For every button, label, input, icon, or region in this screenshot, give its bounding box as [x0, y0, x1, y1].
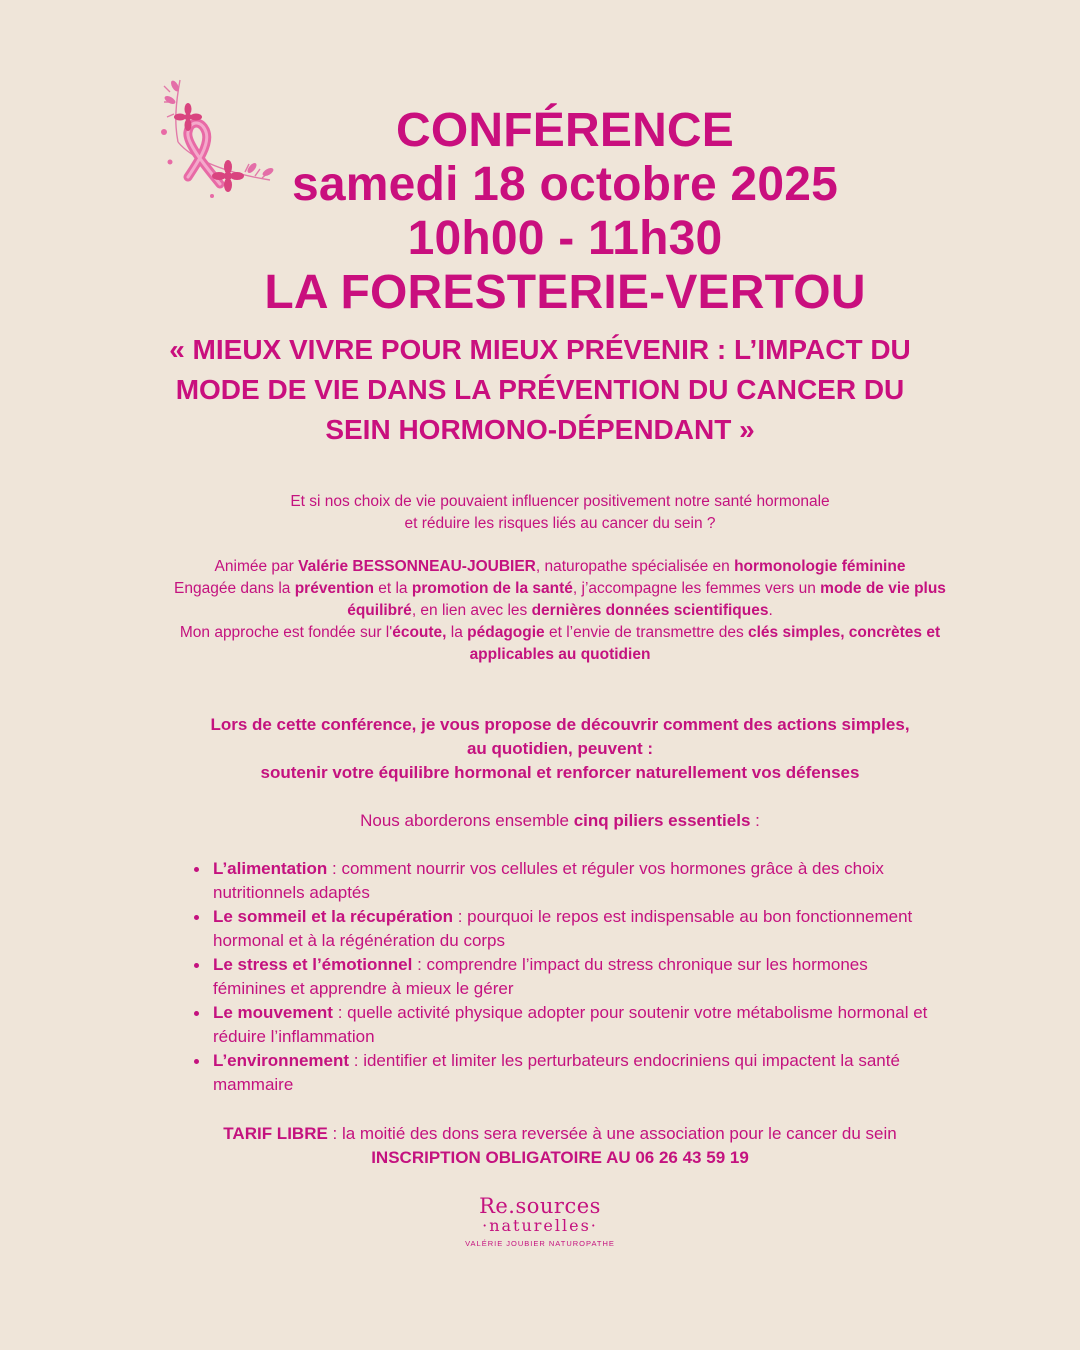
list-item: L’environnement : identifier et limiter les perturbateurs endocriniens qui impactent la santé mammaire [213, 1049, 938, 1097]
event-type: CONFÉRENCE [395, 104, 735, 157]
list-item: Le stress et l’émotionnel : comprendre l’impact du stress chronique sur les hormones féminines et apprendre à mieux le gérer [213, 953, 938, 1001]
event-location: LA FORESTERIE-VERTOU [264, 266, 866, 319]
footer-info [140, 1122, 980, 1170]
list-item: L’alimentation : comment nourrir vos cellules et réguler vos hormones grâce à des choix nutritionnels adaptés [213, 857, 938, 905]
event-date: samedi 18 octobre 2025 [291, 158, 839, 211]
pillars-intro: Nous aborderons ensemble cinq piliers essentiels : [360, 811, 760, 830]
tarif-line: TARIF LIBRE : la moitié des dons sera reversée à une association pour le cancer du sein [223, 1124, 897, 1143]
intro-text: Et si nos choix de vie pouvaient influencer positivement notre santé hormonale et réduire les risques liés au cancer du sein ? [290, 493, 830, 532]
conference-title: « MIEUX VIVRE POUR MIEUX PRÉVENIR : L’IMPACT DU MODE DE VIE DANS LA PRÉVENTION DU CANCER DU SEIN HORMONO-DÉPENDANT » [169, 334, 911, 445]
event-time: 10h00 - 11h30 [407, 212, 723, 265]
event-header [230, 104, 900, 320]
list-item: Le sommeil et la récupération : pourquoi le repos est indispensable au bon fonctionnement hormonal et à la régénération du corps [213, 905, 938, 953]
conference-lead: Lors de cette conférence, je vous propose de découvrir comment des actions simples, au quotidien, peuvent : soutenir votre équilibre hormonal et renforcer naturellement vos défenses [210, 715, 910, 782]
pillars-list [213, 857, 938, 1097]
speaker-bio: Animée par Valérie BESSONNEAU-JOUBIER, naturopathe spécialisée en hormonologie féminine Engagée dans la prévention et la promotion de la santé, j’accompagne les femmes vers un mode de vie plus équilibré, en lien avec les dernières données scientifiques. Mon approche est fondée sur l'écoute, la pédagogie et l’envie de transmettre des clés simples, concrètes et applicables au quotidien [174, 558, 946, 663]
list-item: Le mouvement : quelle activité physique adopter pour soutenir votre métabolisme hormonal et réduire l’inflammation [213, 1001, 938, 1049]
speaker-name: Valérie BESSONNEAU-JOUBIER [298, 558, 536, 575]
brand-logo: Re.sources ·naturelles· VALÉRIE JOUBIER NATUROPATHE [465, 1194, 615, 1248]
inscription-line: INSCRIPTION OBLIGATOIRE AU 06 26 43 59 19 [371, 1148, 749, 1167]
